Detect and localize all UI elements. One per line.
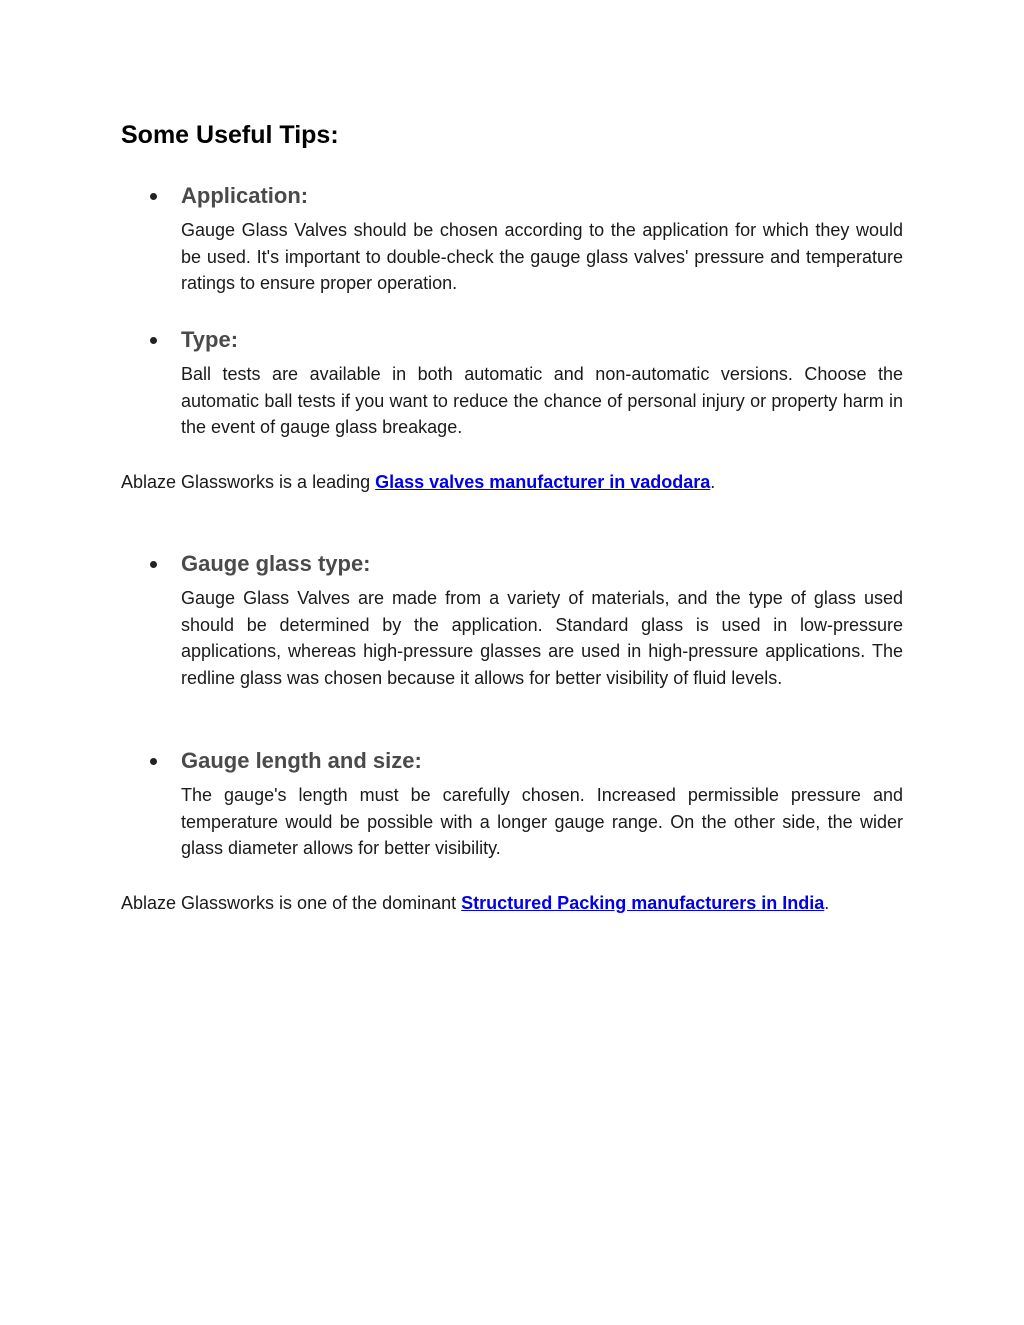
tip-title: Gauge length and size: [181, 748, 422, 773]
promo-text: Ablaze Glassworks is one of the dominant [121, 893, 462, 913]
tip-application [121, 181, 903, 297]
tip-type [121, 325, 903, 441]
bullet-icon [150, 193, 157, 200]
tip-body: Gauge Glass Valves should be chosen according to the application for which they would be used. It's important to double-check the gauge glass valves' pressure and temperature ratings to ensure proper operation. [181, 220, 903, 293]
tip-title: Gauge glass type: [181, 551, 371, 576]
glass-valves-link[interactable]: Glass valves manufacturer in vadodara [375, 472, 711, 492]
promo-text: Ablaze Glassworks is a leading [121, 472, 376, 492]
structured-packing-link[interactable]: Structured Packing manufacturers in India [461, 893, 825, 913]
bullet-icon [150, 561, 157, 568]
tip-gauge-glass-type [121, 549, 903, 691]
bullet-icon [150, 758, 157, 765]
promo-suffix: . [710, 472, 716, 492]
bullet-icon [150, 337, 157, 344]
promo-suffix: . [824, 893, 830, 913]
page-heading: Some Useful Tips: [121, 121, 339, 149]
promo-paragraph-1 [121, 469, 903, 496]
tip-gauge-length-size [121, 746, 903, 862]
tip-title: Application: [181, 183, 309, 208]
tip-body: Ball tests are available in both automatic and non-automatic versions. Choose the automatic ball tests if you want to reduce the chance of personal injury or property harm in the event of gauge glass breakage. [181, 364, 903, 437]
tip-body: Gauge Glass Valves are made from a variety of materials, and the type of glass used should be determined by the application. Standard glass is used in low-pressure applications, whereas high-pressure glasses are used in high-pressure applications. The redline glass was chosen because it allows for better visibility of fluid levels. [181, 588, 903, 688]
tip-title: Type: [181, 327, 239, 352]
tip-body: The gauge's length must be carefully chosen. Increased permissible pressure and temperature would be possible with a longer gauge range. On the other side, the wider glass diameter allows for better visibility. [181, 785, 903, 858]
promo-paragraph-2 [121, 890, 903, 917]
